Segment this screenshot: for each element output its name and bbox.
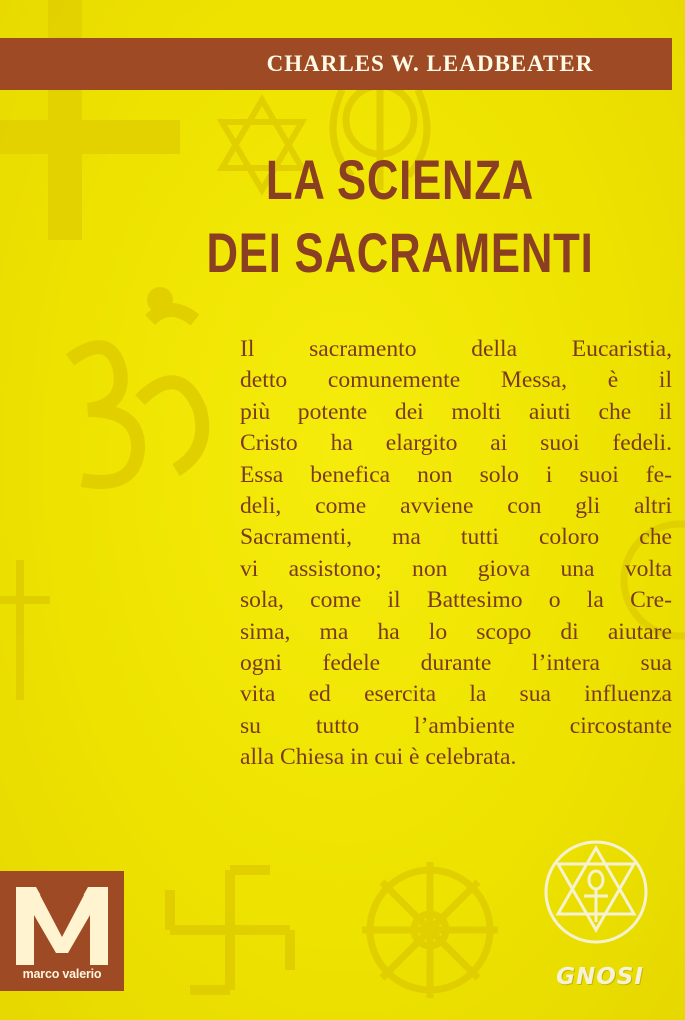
cross-icon xyxy=(0,0,180,240)
blurb-line: alla Chiesa in cui è celebrata. xyxy=(240,744,517,771)
blurb-line: più potente dei molti aiuti che il xyxy=(240,398,672,425)
book-title-line-2: DEI SACRAMENTI xyxy=(206,221,594,284)
dharma-wheel-icon xyxy=(362,862,498,998)
series-name: GNOSI xyxy=(556,964,644,990)
publisher-name: marco valerio xyxy=(22,967,102,981)
publisher-logo xyxy=(0,871,124,991)
author-name: CHARLES W. LEADBEATER xyxy=(266,51,594,76)
blurb-line: ogni fedele durante l’intera sua xyxy=(240,650,672,677)
blurb-line: Il sacramento della Eucaristia, xyxy=(240,336,672,362)
ankh-triangle-seal-icon xyxy=(540,824,652,964)
blurb-line: vita ed esercita la sua influenza xyxy=(240,681,672,708)
blurb-line: sima, ma ha lo scopo di aiutare xyxy=(240,618,672,645)
crescent-icon xyxy=(130,520,250,760)
blurb-line: deli, come avviene con gli altri xyxy=(240,493,672,520)
blurb-line: Essa benefica non solo i suoi fe- xyxy=(240,461,672,488)
m-monogram-icon xyxy=(10,881,114,965)
om-icon xyxy=(70,294,202,482)
blurb-line: Sacramenti, ma tutti coloro che xyxy=(240,524,672,551)
triskele-icon xyxy=(170,870,290,990)
book-title-line-1: LA SCIENZA xyxy=(265,148,535,211)
blurb-line: su tutto l’ambiente circostante xyxy=(240,712,672,739)
blurb-line: sola, come il Battesimo o la Cre- xyxy=(240,587,672,614)
blurb-line: Cristo ha elargito ai suoi fedeli. xyxy=(240,430,672,457)
blurb-line: detto comunemente Messa, è il xyxy=(240,367,672,394)
blurb-line: vi assistono; non giova una volta xyxy=(240,555,672,582)
cover-blurb xyxy=(240,334,672,774)
